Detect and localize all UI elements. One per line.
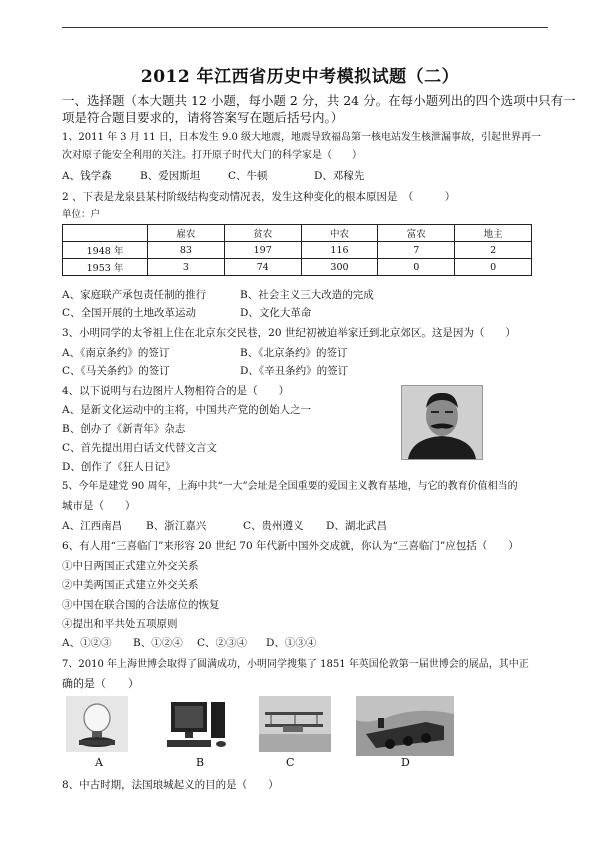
table-cell: 3 <box>148 259 225 276</box>
table-header-cell: 雇农 <box>148 225 225 242</box>
table-cell: 0 <box>378 259 455 276</box>
portrait-photo <box>401 385 483 460</box>
q5-option-c: C、贵州遵义 <box>243 520 304 532</box>
page-title: 2012 年江西省历史中考模拟试题（二） <box>140 67 460 87</box>
q8-line1: 8、中古时期，法国琅城起义的目的是（ ） <box>62 779 279 791</box>
q1-option-a: A、钱学森 <box>62 170 112 182</box>
q1-option-c: C、牛顿 <box>228 170 268 182</box>
q6-option-d: D、①③④ <box>266 637 317 649</box>
header-rule <box>62 27 548 28</box>
picture-label-c: C <box>286 756 295 769</box>
q7-line2: 确的是（ ） <box>62 677 139 690</box>
table-header-cell <box>63 225 148 242</box>
table-header-cell: 贫农 <box>224 225 301 242</box>
table-cell: 74 <box>224 259 301 276</box>
q5-line2: 城市是（ ） <box>62 500 136 512</box>
picture-label-a: A <box>95 756 103 769</box>
section-intro-line1: 一、选择题（本大题共 12 小题，每小题 2 分，共 24 分。在每小题列出的四个选项中只有一 <box>62 93 576 108</box>
q4-option-a: A、是新文化运动中的主将，中国共产党的创始人之一 <box>62 404 312 416</box>
q5-option-d: D、湖北武昌 <box>326 520 387 532</box>
picture-label-b: B <box>196 756 205 769</box>
table-cell: 197 <box>224 242 301 259</box>
q6-option-a: A、①②③ <box>62 637 112 649</box>
q2-option-b: B、社会主义三大改造的完成 <box>240 289 374 301</box>
q1-line2: 次对原子能安全利用的关注。打开原子时代大门的科学家是（ ） <box>62 150 362 161</box>
table-header-cell: 富农 <box>378 225 455 242</box>
computer-picture <box>159 696 239 752</box>
q2-unit: 单位：户 <box>62 209 101 220</box>
table-cell: 1948 年 <box>63 242 148 259</box>
q3-option-d: D、《辛丑条约》的签订 <box>240 365 349 377</box>
q6-item-4: ④提出和平共处五项原则 <box>62 618 178 630</box>
table-row <box>63 242 532 259</box>
table-cell: 0 <box>455 259 532 276</box>
q2-line1: 2 、下表是龙泉县某村阶级结构变动情况表，发生这种变化的根本原因是 （ ） <box>62 191 456 203</box>
q4-option-d: D、创作了《狂人日记》 <box>62 461 176 473</box>
table-cell: 1953 年 <box>63 259 148 276</box>
section-intro-line2: 项是符合题目要求的，请将答案写在题后括号内。） <box>62 110 344 125</box>
table-cell: 7 <box>378 242 455 259</box>
q3-option-c: C、《马关条约》的签订 <box>62 365 170 377</box>
q3-option-b: B、《北京条约》的签订 <box>240 347 348 359</box>
q5-line1: 5、今年是建党 90 周年，上海中共“一大”会址是全国重要的爱国主义教育基地，与它的教育价值相当的 <box>62 481 518 492</box>
steam-train-picture <box>356 696 454 756</box>
q6-option-c: C、②③④ <box>197 637 248 649</box>
table-cell: 2 <box>455 242 532 259</box>
airplane-picture <box>259 696 331 752</box>
q4-option-c: C、首先提出用白话文代替文言文 <box>62 442 218 454</box>
q2-option-c: C、全国开展的土地改革运动 <box>62 307 197 319</box>
q6-option-b: B、①②④ <box>133 637 183 649</box>
q3-line1: 3、小明同学的太爷祖上住在北京东交民巷，20 世纪初被迫举家迁到北京郊区。这是因为（ ） <box>62 327 516 339</box>
portrait-image <box>402 386 482 459</box>
q5-option-b: B、浙江嘉兴 <box>146 520 207 532</box>
q6-item-2: ②中美两国正式建立外交关系 <box>62 579 199 591</box>
picture-label-d: D <box>401 756 410 769</box>
class-structure-table <box>62 224 532 276</box>
q4-option-b: B、创办了《新青年》杂志 <box>62 423 186 435</box>
q6-item-1: ①中日两国正式建立外交关系 <box>62 560 199 572</box>
lightbulb-picture <box>66 696 128 752</box>
q2-option-d: D、文化大革命 <box>240 307 312 319</box>
q4-line1: 4、以下说明与右边图片人物相符合的是（ ） <box>62 385 290 397</box>
q3-option-a: A、《南京条约》的签订 <box>62 347 170 359</box>
table-row <box>63 259 532 276</box>
q5-option-a: A、江西南昌 <box>62 520 123 532</box>
table-header-row <box>63 225 532 242</box>
table-header-cell: 地主 <box>455 225 532 242</box>
table-cell: 300 <box>301 259 378 276</box>
q2-option-a: A、家庭联产承包责任制的推行 <box>62 289 207 301</box>
table-header-cell: 中农 <box>301 225 378 242</box>
q1-option-b: B、爱因斯坦 <box>140 170 201 182</box>
q7-line1: 7、2010 年上海世博会取得了圆满成功，小明同学搜集了 1851 年英国伦敦第一届世博会的展品，其中正 <box>62 659 529 670</box>
q1-line1: 1、2011 年 3 月 11 日，日本发生 9.0 级大地震，地震导致福岛第一核电站发生核泄漏事故，引起世界再一 <box>62 132 542 143</box>
table-cell: 83 <box>148 242 225 259</box>
q1-option-d: D、邓稼先 <box>314 170 365 182</box>
q6-line1: 6、有人用“三喜临门”来形容 20 世纪 70 年代新中国外交成就，你认为“三喜临门”应包括（ ） <box>62 540 519 552</box>
table-cell: 116 <box>301 242 378 259</box>
q6-item-3: ③中国在联合国的合法席位的恢复 <box>62 599 220 611</box>
